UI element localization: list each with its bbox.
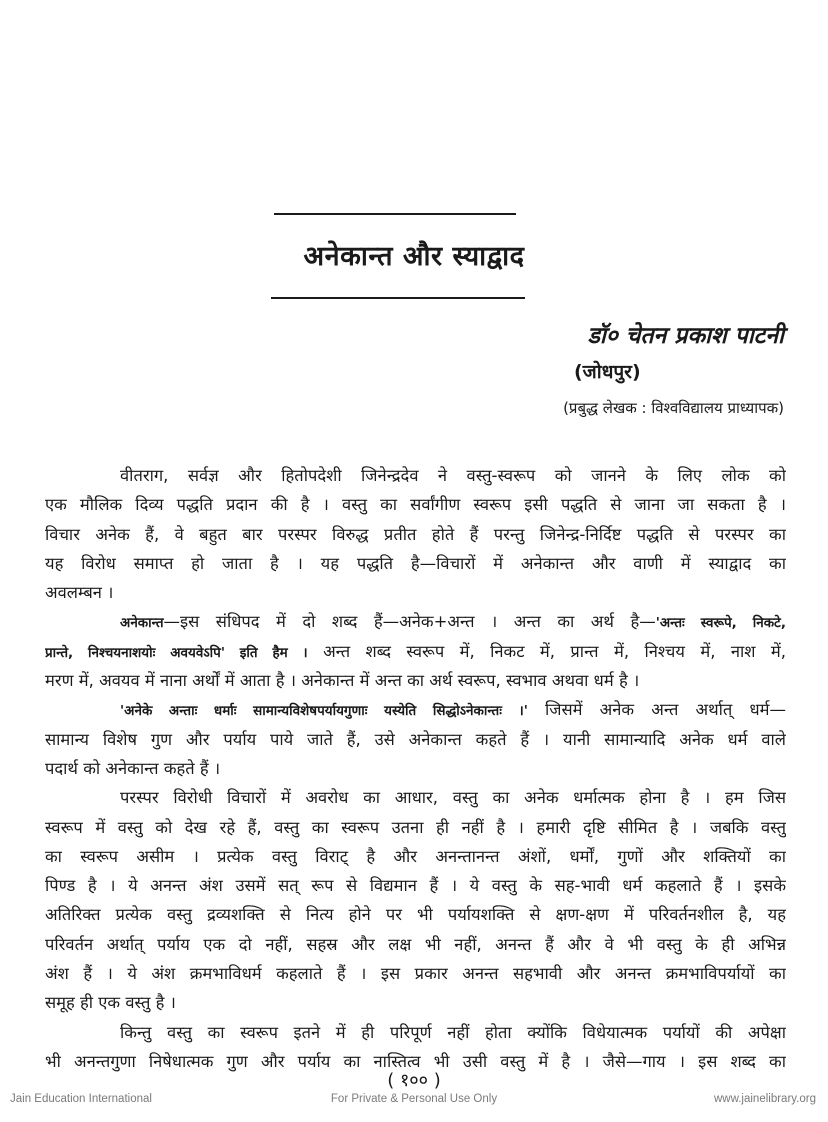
text-line: परिवर्तन अर्थात् पर्याय एक दो नहीं, सहस्र और लक्ष भी नहीं, अनन्त हैं और वे भी वस्तु के ही अभिन्न [45,934,786,954]
title-bottom-rule [271,297,525,299]
text-line: सामान्य विशेष गुण और पर्याय पाये जाते हैं, उसे अनेकान्त कहते हैं । यानी सामान्यादि अनेक धर्म वाले [45,729,786,749]
text-line: समूह ही एक वस्तु है । [45,993,176,1013]
author-name: डॉ० चेतन प्रकाश पाटनी [587,323,784,349]
text-line: पिण्ड है । ये अनन्त अंश उसमें सत् रूप से विद्यमान हैं । ये वस्तु के सह-भावी धर्म कहलाते हैं । इसके [45,876,786,896]
footer-usage-note: For Private & Personal Use Only [330,1093,498,1105]
text-line [45,695,786,724]
bold-quote: 'अन्तः स्वरूपे, निकटे, [655,615,786,632]
bold-quote: प्रान्ते, निश्चयनाशयोः अवयवेऽपि' इति हैम । [45,644,308,661]
text-line: अतिरिक्त प्रत्येक वस्तु द्रव्यशक्ति से नित्य होने पर भी पर्यायशक्ति से क्षण-क्षण में परिवर्तनशील है, यह [45,905,786,925]
article-title: अनेकान्त और स्याद्वाद [303,241,525,272]
text-line: विचार अनेक हैं, वे बहुत बार परस्पर विरुद्ध प्रतीत होते हैं परन्तु जिनेन्द्र-निर्दिष्ट पद्धति से परस्पर का [45,524,786,544]
text-line [45,637,786,666]
paragraph [45,783,786,1017]
text-line: भी अनन्तगुणा निषेधात्मक गुण और पर्याय का नास्तित्व भी उसी वस्तु में है । जैसे—गाय । इस शब्द का [45,1051,786,1071]
footer-publisher: Jain Education International [10,1093,152,1105]
title-top-rule [274,213,516,215]
author-designation: (प्रबुद्ध लेखक : विश्वविद्यालय प्राध्यापक) [563,399,784,417]
text-segment: —इस संधिपद में दो शब्द हैं—अनेक+अन्त । अन्त का अर्थ है— [163,612,656,632]
text-line: का स्वरूप असीम । प्रत्येक वस्तु विराट् है और अनन्तानन्त अंशों, धर्मों, गुणों और शक्तियों का [45,846,786,866]
text-line: वीतराग, सर्वज्ञ और हितोपदेशी जिनेन्द्रदेव ने वस्तु-स्वरूप को जानने के लिए लोक को [120,466,786,485]
text-segment: जिसमें अनेक अन्त अर्थात् धर्म— [544,700,786,720]
text-line [45,607,786,636]
text-line: परस्पर विरोधी विचारों में अवरोध का आधार, वस्तु का अनेक धर्मात्मक होना है । हम जिस [120,788,786,808]
page-number: ( १०० ) [387,1070,441,1091]
text-segment: अन्त शब्द स्वरूप में, निकट में, प्रान्त में, निश्चय में, नाश में, [323,641,786,661]
text-line: अंश हैं । ये अंश क्रमभाविधर्म कहलाते हैं । इस प्रकार अनन्त सहभावी और अनन्त क्रमभाविपर्यायों का [45,964,786,984]
text-line: स्वरूप में वस्तु को देख रहे हैं, वस्तु का स्वरूप उतना ही नहीं है । हमारी दृष्टि सीमित है । जबकि वस्तु [45,817,786,837]
paragraph [45,461,786,607]
text-line: मरण में, अवयव में नाना अर्थों में आता है । अनेकान्त में अन्त का अर्थ स्वरूप, स्वभाव अथवा धर्म है । [45,671,640,691]
footer-website-link[interactable]: www.jainelibrary.org [713,1093,816,1105]
article-body [45,461,786,1076]
text-line: अवलम्बन । [45,583,114,603]
text-line: एक मौलिक दिव्य पद्धति प्रदान की है । वस्तु का सर्वांगीण स्वरूप इसी पद्धति से जाना जा सकता है । [45,495,786,515]
paragraph [45,607,786,695]
text-line: यह विरोध समाप्त हो जाता है । यह पद्धति है—विचारों में अनेकान्त और वाणी में स्याद्वाद का [45,553,786,573]
text-line: किन्तु वस्तु का स्वरूप इतने में ही परिपूर्ण नहीं होता क्योंकि विधेयात्मक पर्यायों की अपेक्षा [120,1022,786,1042]
paragraph [45,695,786,783]
bold-quote: 'अनेके अन्ताः धर्माः सामान्यविशेषपर्यायगुणाः यस्येति सिद्धोऽनेकान्तः ।' [120,703,528,720]
bold-term: अनेकान्त [120,615,164,632]
text-line: पदार्थ को अनेकान्त कहते हैं । [45,758,221,778]
author-city: (जोधपुर) [574,361,641,383]
